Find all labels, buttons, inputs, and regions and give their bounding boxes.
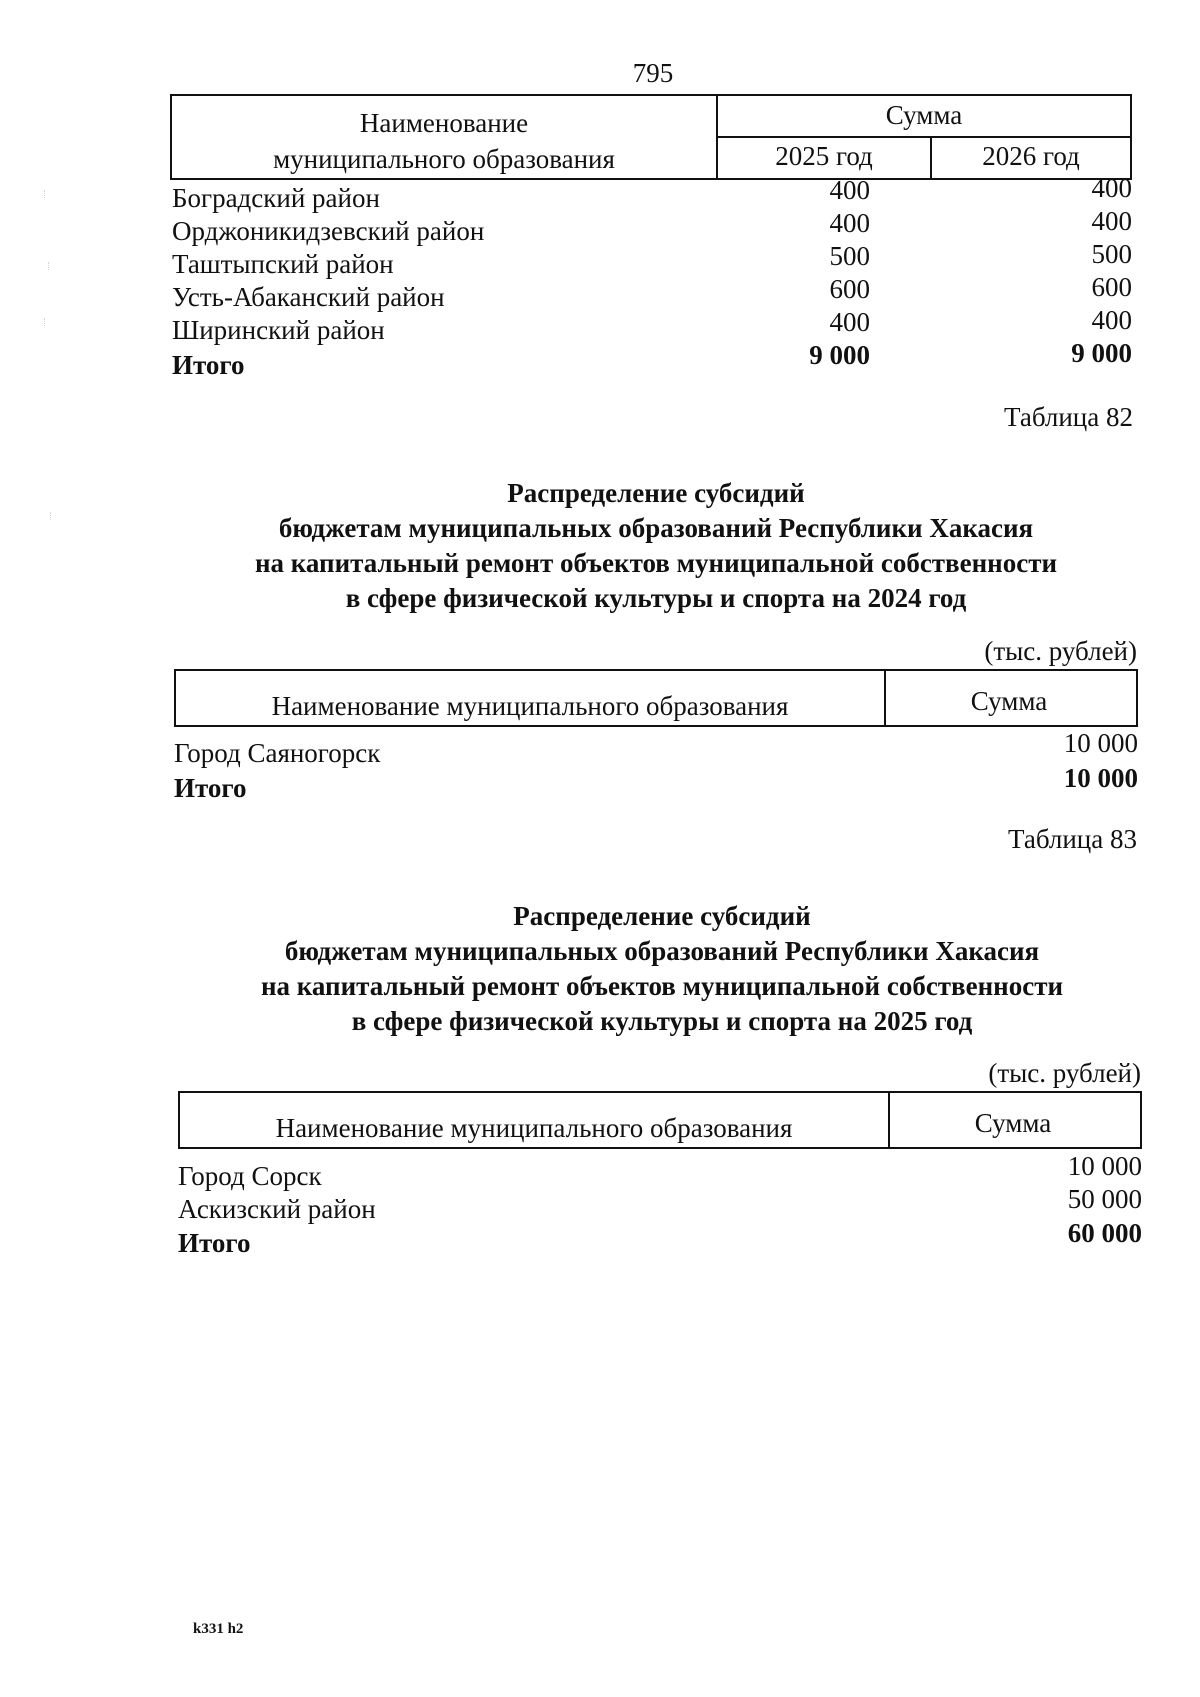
row-value-2026: 600 — [1091, 272, 1132, 302]
total-row — [172, 338, 1132, 384]
row-name: Орджоникидзевский район — [172, 216, 485, 246]
row-value-2025: 500 — [829, 241, 870, 271]
row-value-2026: 500 — [1091, 239, 1132, 269]
title-line: бюджетам муниципальных образований Республики Хакасия — [278, 513, 1034, 543]
row-value-2026: 400 — [1091, 173, 1132, 203]
table-row — [178, 1151, 1142, 1195]
table-83-label: Таблица 83 — [1008, 824, 1137, 854]
header-sum: Сумма — [974, 1108, 1052, 1138]
header-name-line2: муниципального образования — [273, 144, 615, 174]
total-value: 60 000 — [1067, 1218, 1142, 1248]
table-83-header — [178, 1091, 1142, 1149]
row-name: Город Саяногорск — [174, 738, 381, 768]
row-value: 50 000 — [1067, 1184, 1142, 1214]
row-name: Усть-Абаканский район — [172, 282, 445, 312]
row-name: Город Сорск — [178, 1161, 322, 1191]
total-row — [178, 1218, 1142, 1262]
table-row — [172, 305, 1132, 349]
total-value: 10 000 — [1063, 763, 1138, 793]
footer-code: k331 h2 — [193, 1621, 244, 1637]
header-name: Наименование муниципального образования — [180, 1093, 890, 1147]
row-value-2025: 400 — [829, 307, 870, 337]
scan-artifact — [48, 262, 61, 270]
scan-artifact — [44, 318, 57, 326]
header-name-cell — [172, 96, 718, 178]
total-label: Итого — [172, 350, 245, 380]
header-sum: Сумма — [970, 686, 1048, 716]
table-83-units: (тыс. рублей) — [988, 1058, 1141, 1088]
header-year-2026: 2026 год — [982, 141, 1080, 171]
row-value: 10 000 — [1063, 728, 1138, 758]
header-name: Наименование муниципального образования — [176, 671, 886, 725]
row-value-2025: 400 — [829, 175, 870, 205]
row-value-2026: 400 — [1091, 206, 1132, 236]
row-name: Таштыпский район — [172, 249, 394, 279]
total-label: Итого — [174, 773, 247, 803]
row-name: Боградский район — [172, 183, 380, 213]
table-row — [174, 728, 1138, 772]
row-value: 10 000 — [1067, 1151, 1142, 1181]
continued-table-header — [170, 94, 1132, 180]
title-line: в сфере физической культуры и спорта на 2025 год — [351, 1006, 973, 1036]
title-line: бюджетам муниципальных образований Республики Хакасия — [284, 936, 1040, 966]
title-line: на капитальный ремонт объектов муниципальной собственности — [260, 971, 1064, 1001]
row-name: Ширинский район — [172, 315, 385, 345]
title-line: на капитальный ремонт объектов муниципальной собственности — [254, 548, 1058, 578]
title-line: Распределение субсидий — [507, 478, 805, 508]
table-row — [172, 206, 1132, 250]
table-82-title — [0, 476, 1200, 616]
title-line: в сфере физической культуры и спорта на 2024 год — [345, 583, 967, 613]
title-line: Распределение субсидий — [513, 901, 811, 931]
table-82-header — [174, 669, 1138, 727]
total-label: Итого — [178, 1228, 251, 1258]
table-row — [172, 239, 1132, 283]
table-83-title — [6, 899, 1200, 1039]
row-name: Аскизский район — [178, 1194, 376, 1224]
row-value-2025: 400 — [829, 208, 870, 238]
row-value-2026: 400 — [1091, 305, 1132, 335]
table-row — [172, 272, 1132, 316]
total-value-2025: 9 000 — [809, 340, 870, 370]
scan-artifact — [44, 190, 57, 198]
total-row — [174, 763, 1138, 807]
table-82-label: Таблица 82 — [1004, 402, 1133, 432]
header-year-2025: 2025 год — [718, 136, 932, 178]
row-value-2025: 600 — [829, 274, 870, 304]
header-name-line1: Наименование — [359, 108, 529, 138]
table-row — [178, 1184, 1142, 1228]
page-number: 795 — [632, 58, 674, 88]
header-sum: Сумма — [718, 96, 1130, 138]
table-row — [172, 173, 1132, 217]
table-82-units: (тыс. рублей) — [984, 636, 1137, 666]
total-value-2026: 9 000 — [1071, 338, 1132, 368]
